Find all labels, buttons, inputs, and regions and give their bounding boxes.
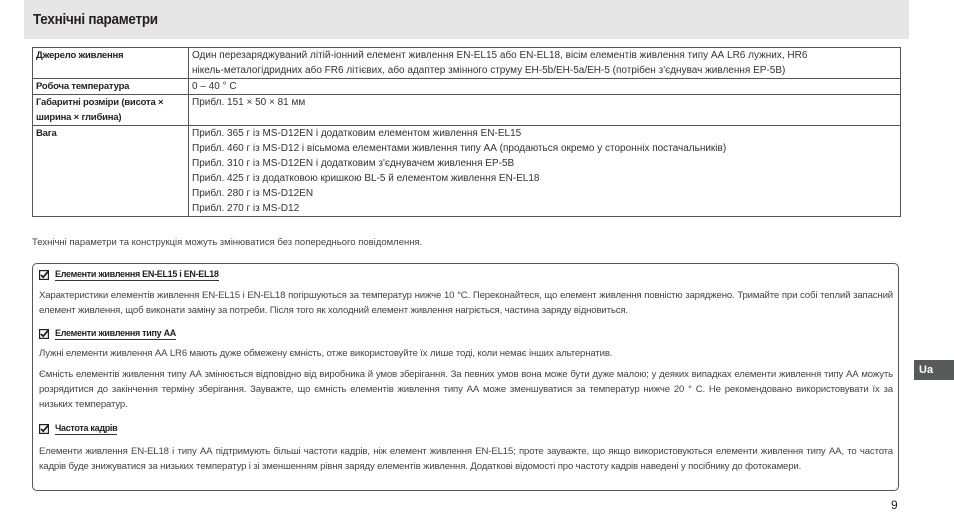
language-tab: Ua bbox=[914, 360, 954, 380]
table-row bbox=[33, 48, 901, 79]
checkbox-icon bbox=[39, 270, 49, 280]
spec-value-line: Прибл. 280 г із MS-D12EN bbox=[192, 188, 314, 199]
note-paragraph: Лужні елементи живлення АА LR6 мають дуже обмежену ємність, отже використовуйте їх лише тоді, коли немає інших альтернатив. bbox=[39, 348, 613, 359]
note-heading bbox=[39, 269, 219, 281]
spec-label: Джерело живлення bbox=[33, 48, 189, 79]
table-row bbox=[33, 126, 901, 217]
spec-value bbox=[189, 95, 901, 126]
table-row bbox=[33, 79, 901, 95]
page-number: 9 bbox=[891, 498, 898, 512]
spec-label: Робоча температура bbox=[33, 79, 189, 95]
spec-value-line: Один перезаряджуваний літій-іонний елемент живлення EN-EL15 або EN-EL18, вісім елементів живлення типу АА LR6 лужних, HR6 bbox=[192, 50, 808, 61]
table-row bbox=[33, 95, 901, 126]
spec-value-line: нікель-металогідридних або FR6 літієвих, або адаптер змінного струму EH-5b/EH-5a/EH-5 (потрібен з'єднувач живлення EP-5B) bbox=[192, 65, 786, 76]
page-title: Технічні параметри bbox=[33, 11, 158, 28]
spec-value-line: Прибл. 460 г із MS-D12 і вісьмома елементами живлення типу АА (продаються окремо у сторонніх постачальників) bbox=[192, 143, 727, 154]
note-heading bbox=[39, 423, 117, 435]
note-paragraph: Ємність елементів живлення типу АА змінюється відповідно від виробника й умов зберігання. За певних умов вона може бути дуже малою; у деяких випадках елементи живлення типу АА можуть розрядитися до закінчення терміну зберігання. Зауважте, що ємність елементів живлення типу АА може зменшуватися за температур нижче 20 ° C. Не рекомендовано використовувати їх за низьких температур. bbox=[39, 369, 893, 410]
disclaimer: Технічні параметри та конструкція можуть змінюватися без попереднього повідомлення. bbox=[32, 237, 423, 248]
spec-value-line: Прибл. 425 г із додатковою кришкою BL-5 й елементом живлення EN-EL18 bbox=[192, 173, 540, 184]
spec-value-line: Прибл. 151 × 50 × 81 мм bbox=[192, 97, 306, 108]
spec-value bbox=[189, 48, 901, 79]
spec-value bbox=[189, 126, 901, 217]
spec-value-line: Прибл. 270 г із MS-D12 bbox=[192, 203, 300, 214]
note-heading-text: Елементи живлення типу АА bbox=[55, 328, 176, 338]
checkbox-icon bbox=[39, 329, 49, 339]
spec-value-line: Прибл. 310 г із MS-D12EN і додатковим з'єднувачем живлення EP-5B bbox=[192, 158, 515, 169]
note-paragraph: Характеристики елементів живлення EN-EL15 і EN-EL18 погіршуються за температур нижче 10 °C. Переконайтеся, що елемент живлення повністю заряджено. Тримайте при собі теплий запасний елемент живлення, щоб виконати заміну за потреби. Після того як холодний елемент живлення нагріється, частина заряду відновиться. bbox=[39, 290, 893, 316]
spec-label: Габаритні розміри (висота × ширина × глибина) bbox=[33, 95, 189, 126]
notes-box bbox=[32, 263, 899, 491]
spec-value-line: 0 – 40 ° C bbox=[192, 81, 237, 92]
note-heading-text: Частота кадрів bbox=[55, 423, 118, 433]
specs-table bbox=[32, 47, 901, 217]
note-heading bbox=[39, 328, 176, 340]
spec-label: Вага bbox=[33, 126, 189, 217]
checkbox-icon bbox=[39, 424, 49, 434]
spec-value-line: Прибл. 365 г із MS-D12EN і додатковим елементом живлення EN-EL15 bbox=[192, 128, 522, 139]
spec-value bbox=[189, 79, 901, 95]
note-paragraph: Елементи живлення EN-EL18 і типу АА підтримують більші частоти кадрів, ніж елемент живлення EN-EL15; проте зауважте, що якщо використовуються елементи живлення типу АА, то частота кадрів буде знижуватися за низьких температур і зі зменшенням рівня заряду елементів живлення. Додаткові відомості про частоту кадрів наведені у посібнику до фотокамери. bbox=[39, 446, 893, 472]
note-heading-text: Елементи живлення EN-EL15 і EN-EL18 bbox=[55, 269, 219, 279]
